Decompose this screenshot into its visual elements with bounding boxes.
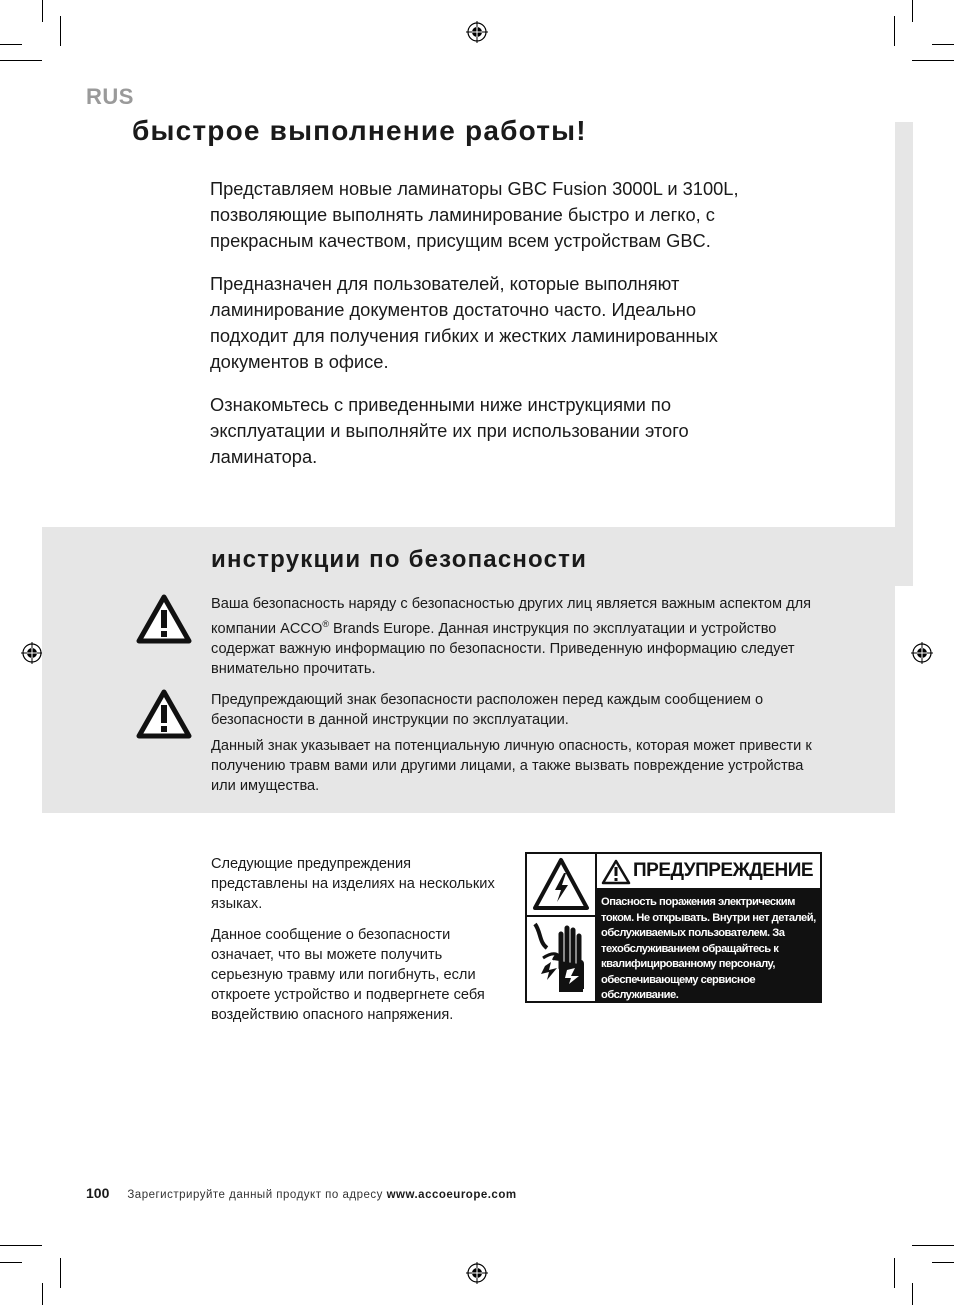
warning-triangle-icon xyxy=(136,689,192,739)
warning-triangle-icon xyxy=(601,859,631,885)
intro-paragraph: Представляем новые ламинаторы GBC Fusion 3000L и 3100L, позволяющие выполнять ламинирование быстро и легко, с прекрасным качеством, присущим всем устройствам GBC. xyxy=(210,178,739,251)
crop-mark xyxy=(894,1258,895,1288)
crop-mark xyxy=(0,1262,22,1263)
registration-mark-icon xyxy=(21,642,43,664)
label-divider xyxy=(527,915,595,917)
footer-url-link[interactable]: www.accoeurope.com xyxy=(386,1189,517,1201)
safety-text-part: Brands Europe. Данная инструкция по эксплуатации и устройство содержат важную информацию по безопасности. Приведенную информацию следует внимательно прочитать. xyxy=(211,620,795,677)
crop-mark xyxy=(912,60,954,61)
crop-mark xyxy=(912,1283,913,1305)
crop-mark xyxy=(932,44,954,45)
safety-text-part: Ваша безопасность наряду с безопасностью других лиц является важным аспектом для компании ACCO xyxy=(211,596,812,637)
registered-mark: ® xyxy=(322,619,329,629)
crop-mark xyxy=(42,0,43,22)
page-title: быстрое выполнение работы! xyxy=(132,115,587,146)
safety-text-1 xyxy=(211,594,831,679)
safety-text-2: Предупреждающий знак безопасности расположен перед каждым сообщением о безопасности в данной инструкции по эксплуатации. xyxy=(211,692,764,728)
safety-text-3: Данный знак указывает на потенциальную личную опасность, которая может привести к получению травм вами или другими лицами, а также вызвать повреждение устройства или имущества. xyxy=(211,738,812,794)
intro-paragraph: Предназначен для пользователей, которые выполняют ламинирование документов достаточно часто. Идеально подходит для получения гибких и жестких ламинированных документов в офисе. xyxy=(210,273,718,372)
registration-mark-icon xyxy=(911,642,933,664)
page-number: 100 xyxy=(86,1185,110,1201)
lower-paragraph: Данное сообщение о безопасности означает, что вы можете получить серьезную травму или погибнуть, если откроете устройство и подвергнете себя воздействию опасного напряжения. xyxy=(211,927,485,1023)
registration-mark-icon xyxy=(466,21,488,43)
crop-mark xyxy=(60,1258,61,1288)
warning-label xyxy=(525,852,822,1003)
crop-mark xyxy=(932,1262,954,1263)
hand-shock-icon xyxy=(529,918,593,1000)
intro-paragraph: Ознакомьтесь с приведенными ниже инструкциями по эксплуатации и выполняйте их при использовании этого ламинатора. xyxy=(210,394,689,467)
warning-label-body xyxy=(597,888,820,1001)
crop-mark xyxy=(0,44,22,45)
lower-paragraph: Следующие предупреждения представлены на изделиях на нескольких языках. xyxy=(211,856,495,912)
crop-mark xyxy=(912,1245,954,1246)
crop-mark xyxy=(0,60,42,61)
crop-mark xyxy=(894,16,895,46)
lower-section xyxy=(211,854,511,1036)
crop-mark xyxy=(912,0,913,22)
side-panel-bar xyxy=(895,122,913,586)
page-footer xyxy=(86,1185,517,1201)
crop-mark xyxy=(60,16,61,46)
safety-title: инструкции по безопасности xyxy=(211,546,588,573)
warning-label-icons xyxy=(527,854,595,1001)
footer-text: Зарегистрируйте данный продукт по адресу xyxy=(127,1189,387,1201)
warning-triangle-icon xyxy=(136,594,192,644)
registration-mark-icon xyxy=(466,1262,488,1284)
crop-mark xyxy=(0,1245,42,1246)
warning-heading-text: ПРЕДУПРЕЖДЕНИЕ xyxy=(633,860,814,881)
intro-section xyxy=(210,176,750,487)
language-code: RUS xyxy=(86,84,134,109)
warning-body-text: Опасность поражения электрическим током. Не открывать. Внутри нет деталей, обслуживаемых пользователем. За техобслуживанием обращайтесь к квалифицированному персоналу, обеспечивающему сервисное обслуживание. xyxy=(601,896,816,1001)
electric-shock-icon xyxy=(531,856,591,912)
crop-mark xyxy=(42,1283,43,1305)
warning-label-heading xyxy=(597,854,820,888)
